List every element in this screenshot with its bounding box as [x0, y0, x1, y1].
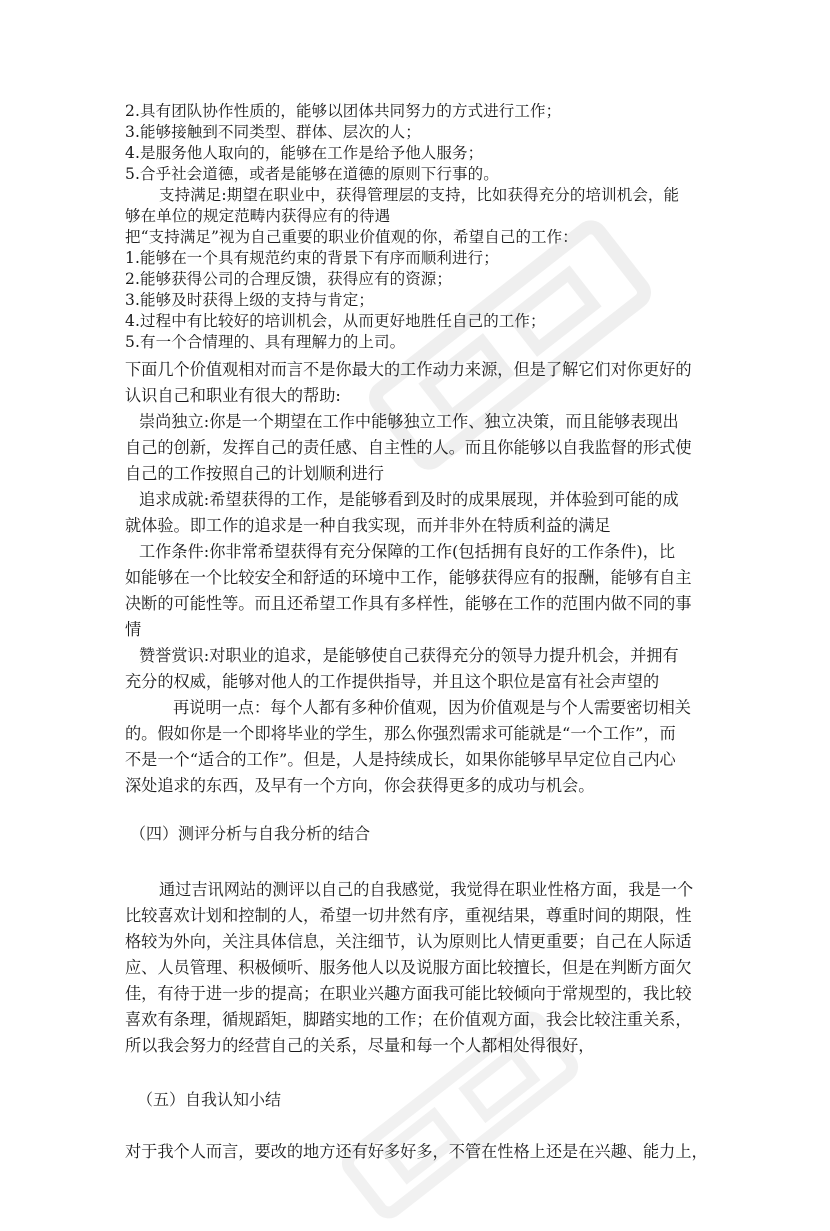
text-line: 通过吉讯网站的测评以自己的自我感觉，我觉得在职业性格方面，我是一个 [159, 880, 694, 899]
text-line: 不是一个“适合的工作”。但是，人是持续成长，如果你能够早早定位自己内心 [125, 750, 676, 769]
summary-paragraph [125, 1139, 710, 1165]
text-line: 认识自己和职业有很大的帮助: [125, 386, 341, 405]
text-line: 支持满足:期望在职业中，获得管理层的支持，比如获得充分的培训机会，能 [159, 186, 680, 204]
document-body [125, 101, 710, 1165]
text-line: 1.能够在一个具有规范约束的背景下有序而顺利进行； [125, 249, 499, 267]
text-line: 5.有一个合情理的、具有理解力的上司。 [125, 333, 406, 351]
text-line: 深处追求的东西，及早有一个方向，你会获得更多的成功与机会。 [125, 776, 595, 795]
text-line: 情 [125, 620, 142, 639]
text-line: 就体验。即工作的追求是一种自我实现，而并非外在特质利益的满足 [125, 516, 611, 535]
text-line: 把“支持满足”视为自己重要的职业价值观的你，希望自己的工作： [125, 228, 578, 246]
other-values-block [125, 357, 710, 695]
text-line: 的。假如你是一个即将毕业的学生，那么你强烈需求可能就是“一个工作”，而 [125, 724, 676, 743]
text-line: 自己的工作按照自己的计划顺利进行 [125, 464, 384, 483]
text-line: 赞誉赏识:对职业的追求，是能够使自己获得充分的领导力提升机会，并拥有 [139, 646, 679, 665]
text-line: 2.具有团队协作性质的，能够以团体共同努力的方式进行工作； [125, 102, 562, 120]
text-line: 充分的权威，能够对他人的工作提供指导，并且这个职位是富有社会声望的 [125, 672, 660, 691]
note-paragraph [125, 695, 710, 799]
text-line: 4.过程中有比较好的培训机会，从而更好地胜任自己的工作； [125, 312, 546, 330]
text-line: 所以我会努力的经营自己的关系，尽量和每一个人都相处得很好， [125, 1036, 595, 1055]
text-line: 追求成就:希望获得的工作，是能够看到及时的成果展现，并体验到可能的成 [139, 490, 679, 509]
text-line: 自己的创新，发挥自己的责任感、自主性的人。而且你能够以自我监督的形式使 [125, 438, 692, 457]
text-line: 喜欢有条理，循规蹈矩，脚踏实地的工作；在价值观方面，我会比较注重关系， [125, 1010, 692, 1029]
text-line: 5.合乎社会道德，或者是能够在道德的原则下行事的。 [125, 165, 499, 183]
text-line: 崇尚独立:你是一个期望在工作中能够独立工作、独立决策，而且能够表现出 [139, 412, 679, 431]
text-line: 佳，有待于进一步的提高；在职业兴趣方面我可能比较倾向于常规型的，我比较 [125, 984, 692, 1003]
text-line: 再说明一点：每个人都有多种价值观，因为价值观是与个人需要密切相关 [173, 698, 691, 717]
text-line: 3.能够接触到不同类型、群体、层次的人； [125, 123, 421, 141]
section-heading-5: （五）自我认知小结 [137, 1090, 282, 1109]
text-line: 工作条件:你非常希望获得有充分保障的工作(包括拥有良好的工作条件)，比 [139, 542, 676, 561]
text-line: 3.能够及时获得上级的支持与肯定； [125, 291, 374, 309]
section-heading-4: （四）测评分析与自我分析的结合 [130, 824, 371, 843]
text-line: 4.是服务他人取向的，能够在工作是给予他人服务； [125, 144, 484, 162]
text-line: 2.能够获得公司的合理反馈，获得应有的资源； [125, 270, 452, 288]
text-line: 比较喜欢计划和控制的人，希望一切井然有序，重视结果，尊重时间的期限，性 [125, 906, 692, 925]
text-line: 够在单位的规定范畴内获得应有的待遇 [125, 207, 391, 225]
text-line: 下面几个价值观相对而言不是你最大的工作动力来源，但是了解它们对你更好的 [125, 360, 692, 379]
text-line: 如能够在一个比较安全和舒适的环境中工作，能够获得应有的报酬，能够有自主 [125, 568, 692, 587]
analysis-paragraph [125, 877, 710, 1059]
text-line: 对于我个人而言，要改的地方还有好多好多，不管在性格上还是在兴趣、能力上， [125, 1142, 708, 1161]
text-line: 决断的可能性等。而且还希望工作具有多样性，能够在工作的范围内做不同的事 [125, 594, 692, 613]
text-line: 格较为外向，关注具体信息，关注细节，认为原则比人情更重要；自己在人际适 [125, 932, 692, 951]
values-list-block [125, 101, 710, 353]
text-line: 应、人员管理、积极倾听、服务他人以及说服方面比较擅长，但是在判断方面欠 [125, 958, 692, 977]
